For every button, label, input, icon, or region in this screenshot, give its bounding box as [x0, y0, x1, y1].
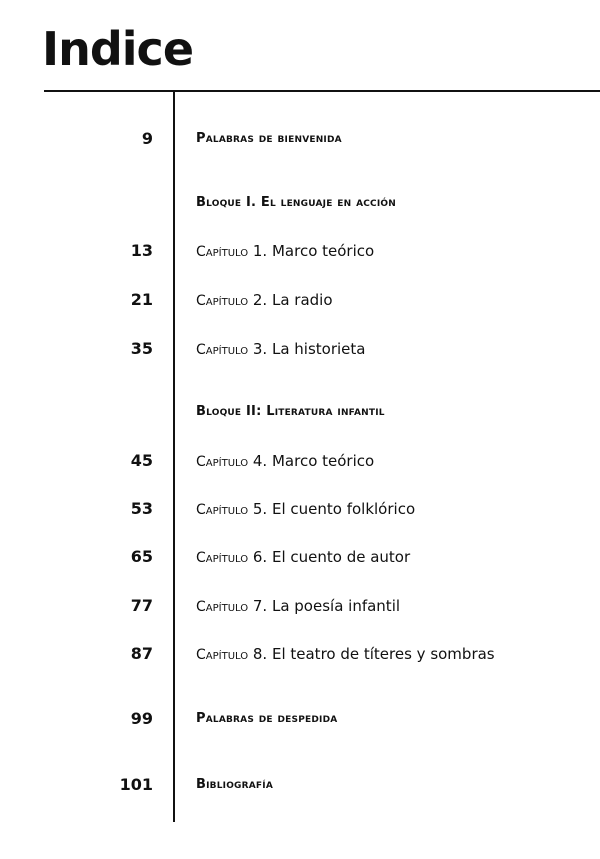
page-number: 87 [130, 644, 153, 663]
section-title: Bloque II: Literatura infantil [196, 404, 385, 419]
toc-entry-chapter-5[interactable] [0, 497, 600, 521]
page-number: 21 [130, 290, 153, 309]
entry-text [196, 545, 410, 570]
entry-text [196, 497, 415, 522]
toc-entry-welcome[interactable] [0, 127, 600, 151]
toc-entry-chapter-8[interactable] [0, 642, 600, 666]
chapter-title: 8. El teatro de títeres y sombras [252, 645, 495, 663]
chapter-title: 1. Marco teórico [252, 242, 375, 260]
entry-text [196, 288, 333, 313]
page-number: 13 [130, 241, 153, 260]
toc-entry-chapter-7[interactable] [0, 594, 600, 618]
toc-section-bloque-1[interactable] [0, 191, 600, 215]
chapter-prefix: Capítulo [196, 342, 249, 358]
toc-entry-farewell[interactable] [0, 707, 600, 731]
section-title: Bloque I. El lenguaje en acción [196, 195, 396, 210]
toc-entry-chapter-6[interactable] [0, 545, 600, 569]
chapter-title: 7. La poesía infantil [252, 597, 401, 615]
entry-text [196, 642, 495, 667]
page-title: Indice [42, 22, 194, 76]
toc-section-bloque-2[interactable] [0, 400, 600, 424]
chapter-title: 6. El cuento de autor [252, 548, 411, 566]
page-number: 65 [130, 547, 153, 566]
toc-entry-chapter-4[interactable] [0, 449, 600, 473]
entry-text [196, 239, 374, 264]
chapter-title: 5. El cuento folklórico [252, 500, 416, 518]
title-rule [44, 90, 600, 92]
page-number: 101 [119, 775, 153, 794]
entry-text [196, 449, 374, 474]
chapter-prefix: Capítulo [196, 454, 249, 470]
toc-entry-chapter-3[interactable] [0, 337, 600, 361]
entry-title: Palabras de despedida [196, 711, 338, 726]
page-number: 53 [130, 499, 153, 518]
page-number: 9 [141, 129, 153, 148]
chapter-title: 3. La historieta [252, 340, 366, 358]
entry-text [196, 337, 365, 362]
chapter-prefix: Capítulo [196, 599, 249, 615]
chapter-title: 2. La radio [252, 291, 333, 309]
chapter-prefix: Capítulo [196, 244, 249, 260]
entry-title: Palabras de bienvenida [196, 131, 342, 146]
chapter-prefix: Capítulo [196, 293, 249, 309]
chapter-title: 4. Marco teórico [252, 452, 375, 470]
chapter-prefix: Capítulo [196, 647, 249, 663]
page-number: 99 [130, 709, 153, 728]
chapter-prefix: Capítulo [196, 550, 249, 566]
toc-entry-bibliography[interactable] [0, 773, 600, 797]
entry-text [196, 594, 400, 619]
page-number: 77 [130, 596, 153, 615]
toc-entry-chapter-1[interactable] [0, 239, 600, 263]
chapter-prefix: Capítulo [196, 502, 249, 518]
toc-entry-chapter-2[interactable] [0, 288, 600, 312]
page-number: 35 [130, 339, 153, 358]
entry-title: Bibliografía [196, 777, 273, 792]
page-number: 45 [130, 451, 153, 470]
